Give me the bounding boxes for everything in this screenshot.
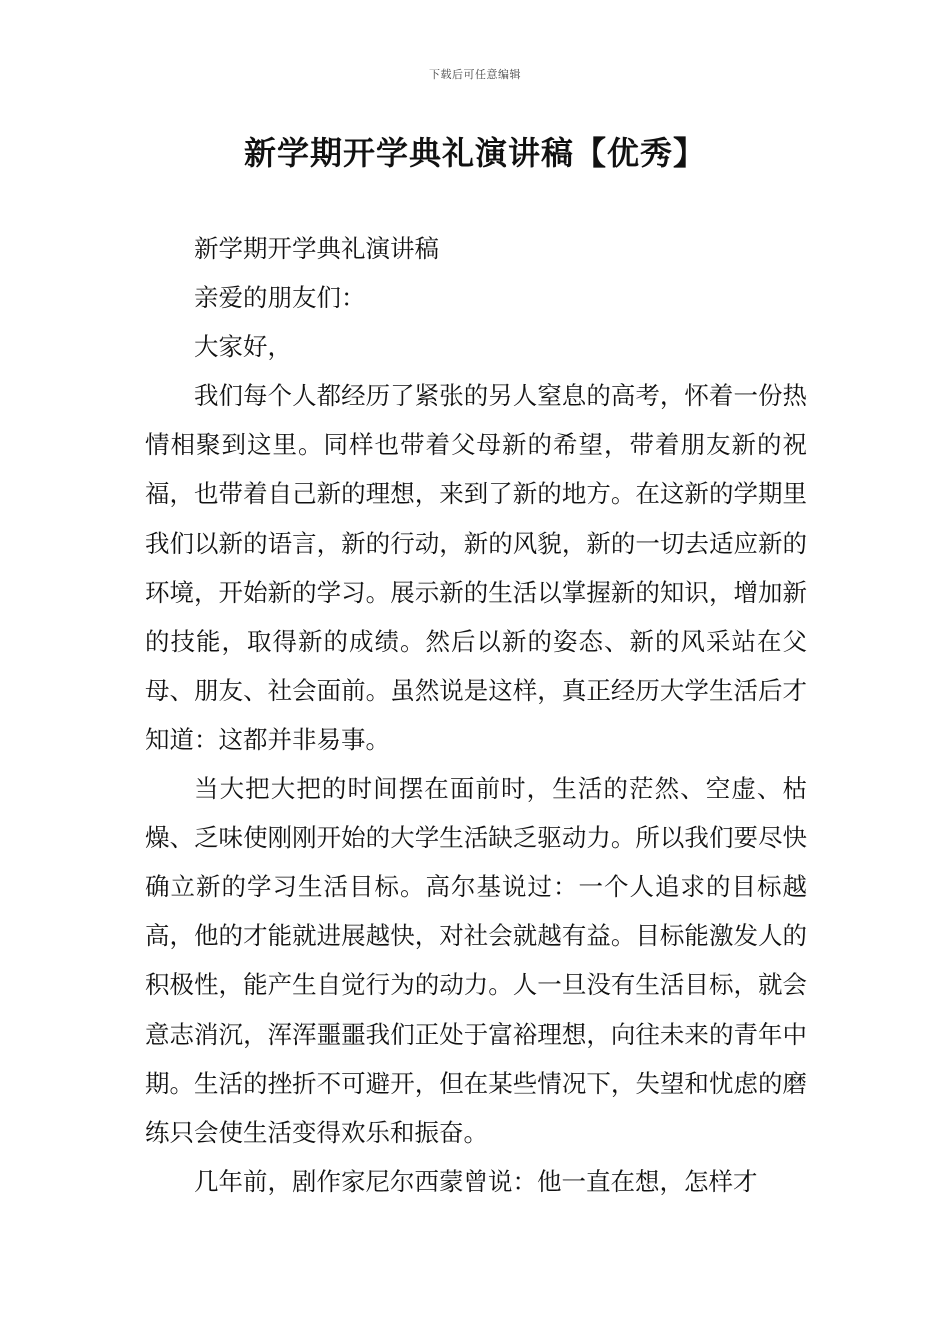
paragraph-greeting: 大家好， — [194, 332, 292, 362]
document-body — [145, 224, 807, 1206]
paragraph-salutation: 亲爱的朋友们： — [194, 283, 366, 313]
document-title: 新学期开学典礼演讲稿【优秀】 — [243, 134, 706, 172]
paragraph-subtitle: 新学期开学典礼演讲稿 — [194, 234, 439, 263]
paragraph: 几年前，剧作家尼尔西蒙曾说：他一直在想，怎样才 — [194, 1166, 758, 1196]
header-note: 下载后可任意编辑 — [429, 68, 521, 81]
paragraph: 我们每个人都经历了紧张的另人窒息的高考，怀着一份热情相聚到这里。同样也带着父母新的希望，带着朋友新的祝福，也带着自己新的理想，来到了新的地方。在这新的学期里我们以新的语言，新的行动，新的风貌，新的一切去适应新的环境，开始新的学习。展示新的生活以掌握新的知识，增加新的技能，取得新的成绩。然后以新的姿态、新的风采站在父母、朋友、社会面前。虽然说是这样，真正经历大学生活后才知道：这都并非易事。 — [145, 381, 807, 754]
paragraph: 当大把大把的时间摆在面前时，生活的茫然、空虚、枯燥、乏味使刚刚开始的大学生活缺乏驱动力。所以我们要尽快确立新的学习生活目标。高尔基说过：一个人追求的目标越高，他的才能就进展越快，对社会就越有益。目标能激发人的积极性，能产生自觉行为的动力。人一旦没有生活目标，就会意志消沉，浑浑噩噩我们正处于富裕理想，向往未来的青年中期。生活的挫折不可避开，但在某些情况下，失望和忧虑的磨练只会使生活变得欢乐和振奋。 — [145, 774, 807, 1147]
